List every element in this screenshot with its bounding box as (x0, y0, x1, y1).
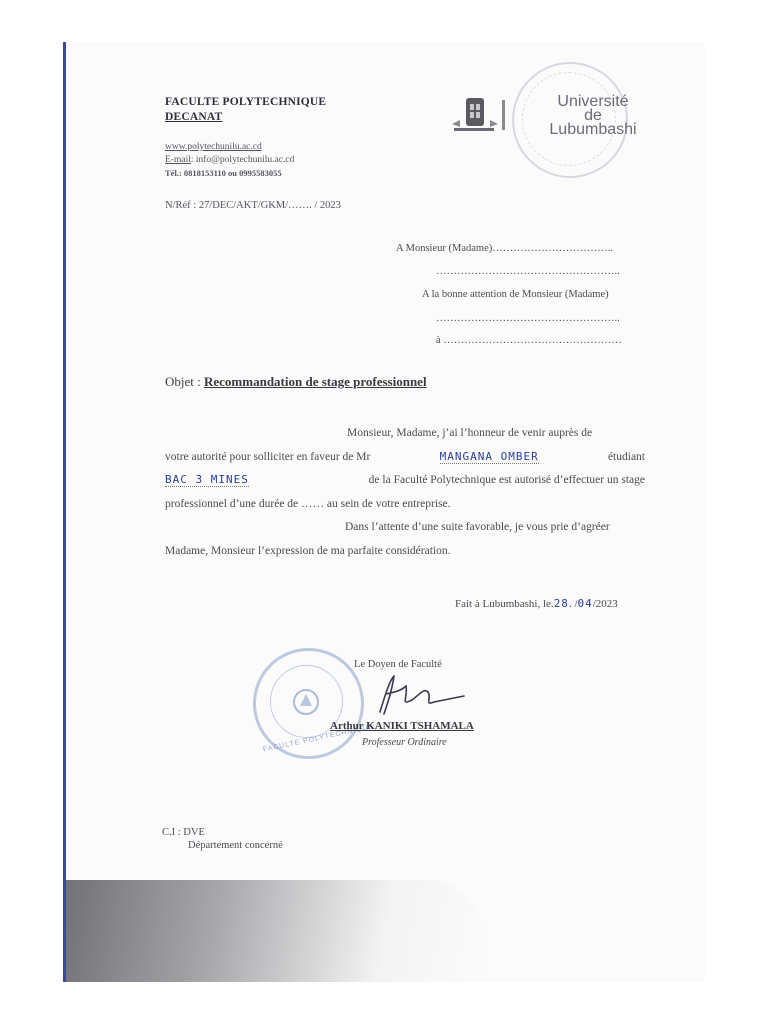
cc-label: C.I : DVE (162, 827, 205, 838)
addressee-line-3: A la bonne attention de Monsieur (Madame) (422, 289, 609, 300)
body-p1-line2-b: étudiant (607, 451, 645, 463)
handwritten-signature-icon (372, 672, 472, 720)
phone-line: Tél.: 0818153110 ou 0995583055 (165, 168, 282, 178)
university-logo-line1: Université (557, 93, 629, 110)
body-p1-line1: Monsieur, Madame, j’ai l’honneur de venir auprès de (347, 427, 593, 439)
signatory-name: Arthur KANIKI TSHAMALA (330, 720, 474, 732)
university-logo-line2: de (584, 107, 602, 124)
body-p1-line3 (165, 473, 645, 487)
signatory-rank: Professeur Ordinaire (362, 737, 447, 748)
date-prefix: Fait à Lubumbashi, le. (455, 598, 554, 610)
date-line: Fait à Lubumbashi, le.28. /04/2023 (455, 597, 618, 610)
reference-number: N/Réf : 27/DEC/AKT/GKM/……. / 2023 (165, 200, 341, 211)
signatory-title: Le Doyen de Faculté (354, 659, 442, 670)
date-day-handwritten: 28 (553, 597, 569, 610)
date-year: /2023 (592, 598, 618, 610)
subject-value: Recommandation de stage professionnel (204, 374, 427, 389)
website-link: www.polytechunilu.ac.cd (165, 142, 262, 152)
faculty-title: FACULTE POLYTECHNIQUE (165, 96, 327, 108)
email-label: E-mail (165, 155, 191, 165)
body-p1-line3-b: de la Faculté Polytechnique est autorisé d’effectuer un stage (368, 474, 645, 486)
addressee-line-4: …………………………………………….. (436, 313, 620, 324)
date-month-handwritten: 04 (577, 597, 593, 610)
body-p1-line2 (165, 450, 645, 464)
body-p1-line2-a: votre autorité pour solliciter en faveur de Mr (165, 451, 371, 463)
subject-label: Objet : (165, 374, 201, 389)
body-p2-line1: Dans l’attente d’une suite favorable, je vous prie d’agréer (345, 521, 610, 533)
addressee-line-1: A Monsieur (Madame)…………………………….. (396, 243, 613, 254)
email-line (165, 155, 294, 165)
email-value: : info@polytechunilu.ac.cd (190, 155, 295, 165)
body-p1-line4: professionnel d’une durée de …… au sein de votre entreprise. (165, 498, 451, 510)
letter-sheet (63, 42, 705, 982)
university-logo-text (540, 95, 646, 137)
photo-shadow (66, 880, 486, 982)
department-title: DECANAT (165, 111, 223, 123)
faculty-stamp-emblem-icon (290, 686, 322, 718)
university-crest-icon (448, 90, 508, 140)
university-logo-line3: Lubumbashi (549, 121, 637, 138)
addressee-line-5: à …………………………………………… (436, 335, 622, 346)
student-name-handwritten: MANGANA OMBER (439, 450, 539, 463)
addressee-line-2: …………………………………………….. (436, 266, 620, 277)
subject-line (165, 374, 427, 390)
body-p2-line2: Madame, Monsieur l’expression de ma parfaite considération. (165, 545, 451, 557)
faculty-stamp-text: FACULTE POLYTECHNIQUE (262, 723, 375, 754)
cc-value: Département concerné (188, 840, 283, 851)
student-level-handwritten: BAC 3 MINES (165, 473, 249, 486)
